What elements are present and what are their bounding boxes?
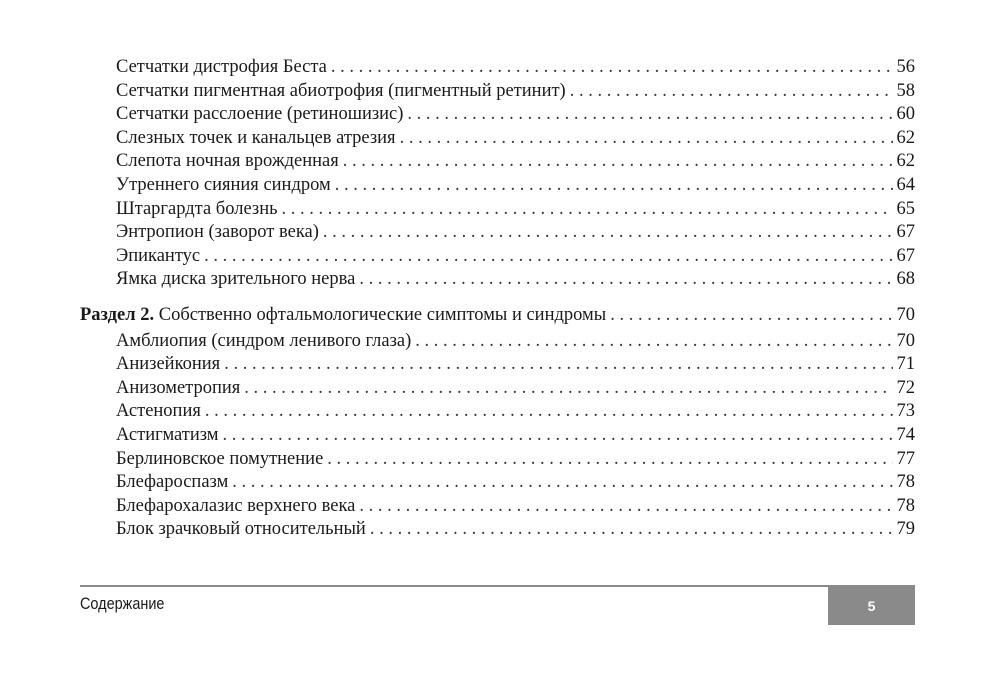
page-number-badge — [828, 587, 915, 625]
toc-entry-page: 79 — [896, 519, 915, 540]
toc-entry-label: Блефароспазм — [116, 472, 229, 493]
toc-entry[interactable] — [80, 268, 915, 292]
toc-entry-label: Слепота ночная врожденная — [116, 151, 339, 172]
toc-entry[interactable] — [80, 198, 915, 222]
toc-entry-label: Штаргардта болезнь — [116, 198, 278, 219]
toc-entry[interactable] — [80, 245, 915, 269]
toc-entry[interactable] — [80, 495, 915, 519]
toc-entry[interactable] — [80, 150, 915, 174]
toc-entry-page: 72 — [896, 377, 915, 398]
toc-entry[interactable] — [80, 330, 915, 354]
toc-entry-label: Сетчатки пигментная абиотрофия (пигментный ретинит) — [116, 80, 566, 101]
dot-leader — [244, 377, 892, 401]
toc-section-title: Собственно офтальмологические симптомы и синдромы — [158, 304, 607, 325]
toc-entry-page: 62 — [896, 127, 915, 148]
toc-section-label — [80, 304, 606, 328]
toc-entry[interactable] — [80, 221, 915, 245]
footer-divider — [80, 585, 915, 587]
footer-running-title: Содержание — [80, 594, 165, 613]
dot-leader — [407, 103, 892, 127]
dot-leader — [224, 353, 892, 377]
toc-entry[interactable] — [80, 174, 915, 198]
dot-leader — [343, 150, 893, 174]
toc-entry[interactable] — [80, 80, 915, 104]
dot-leader — [205, 400, 893, 424]
dot-leader — [323, 221, 893, 245]
dot-leader — [370, 518, 893, 542]
toc-section-heading[interactable] — [80, 304, 915, 328]
dot-leader — [359, 268, 892, 292]
toc-entry-page: 64 — [896, 174, 915, 195]
toc-entry-page: 71 — [896, 354, 915, 375]
toc-entry-page: 60 — [896, 104, 915, 125]
dot-leader — [570, 80, 893, 104]
toc-entry-page: 67 — [896, 222, 915, 243]
dot-leader — [223, 424, 893, 448]
toc-entry[interactable] — [80, 518, 915, 542]
dot-leader — [331, 56, 893, 80]
toc-entry-label: Астенопия — [116, 401, 201, 422]
toc-entry-page: 58 — [896, 80, 915, 101]
toc-entry-page: 65 — [896, 198, 915, 219]
toc-entry[interactable] — [80, 377, 915, 401]
toc-entry-label: Слезных точек и канальцев атрезия — [116, 127, 396, 148]
toc-entry-page: 78 — [896, 472, 915, 493]
dot-leader — [204, 245, 892, 269]
toc-entry[interactable] — [80, 471, 915, 495]
dot-leader — [359, 495, 892, 519]
dot-leader — [282, 198, 893, 222]
toc-entry-label: Анизометропия — [116, 377, 241, 398]
toc-entry-label: Блефарохалазис верхнего века — [116, 495, 356, 516]
dot-leader — [335, 174, 893, 198]
toc-entry-page: 68 — [896, 269, 915, 290]
toc-entry-label: Сетчатки дистрофия Беста — [116, 57, 327, 77]
toc-entry-label: Анизейкония — [116, 354, 221, 375]
toc-entry-label: Эпикантус — [116, 245, 201, 266]
toc-entry-page: 62 — [896, 151, 915, 172]
toc-entry-label: Блок зрачковый относительный — [116, 519, 366, 540]
toc-entry-label: Ямка диска зрительного нерва — [116, 269, 356, 290]
toc-entry-page: 74 — [896, 424, 915, 445]
toc-entry-label: Сетчатки расслоение (ретиношизис) — [116, 104, 404, 125]
toc-entry-label: Берлиновское помутнение — [116, 448, 324, 469]
toc-entry-page: 56 — [896, 57, 915, 77]
toc-section-page: 70 — [896, 304, 915, 325]
toc-entry[interactable] — [80, 448, 915, 472]
toc-entry-page: 70 — [896, 330, 915, 351]
toc-entry[interactable] — [80, 127, 915, 151]
table-of-contents — [80, 56, 915, 542]
toc-entry-page: 77 — [896, 448, 915, 469]
dot-leader — [232, 471, 892, 495]
toc-section-prefix: Раздел 2. — [80, 304, 155, 325]
toc-entry-page: 67 — [896, 245, 915, 266]
toc-entry[interactable] — [80, 353, 915, 377]
page-number: 5 — [867, 598, 876, 614]
toc-entry-label: Утреннего сияния синдром — [116, 174, 331, 195]
toc-entry-page: 78 — [896, 495, 915, 516]
toc-entry-label: Астигматизм — [116, 424, 219, 445]
dot-leader — [415, 330, 892, 354]
toc-entry[interactable] — [80, 424, 915, 448]
dot-leader — [610, 304, 892, 328]
toc-entry-page: 73 — [896, 401, 915, 422]
toc-entry[interactable] — [80, 103, 915, 127]
dot-leader — [327, 448, 892, 472]
toc-entry-label: Амблиопия (синдром ленивого глаза) — [116, 330, 412, 351]
toc-entry[interactable] — [80, 56, 915, 80]
toc-entry[interactable] — [80, 400, 915, 424]
toc-entry-label: Энтропион (заворот века) — [116, 222, 319, 243]
dot-leader — [400, 127, 893, 151]
